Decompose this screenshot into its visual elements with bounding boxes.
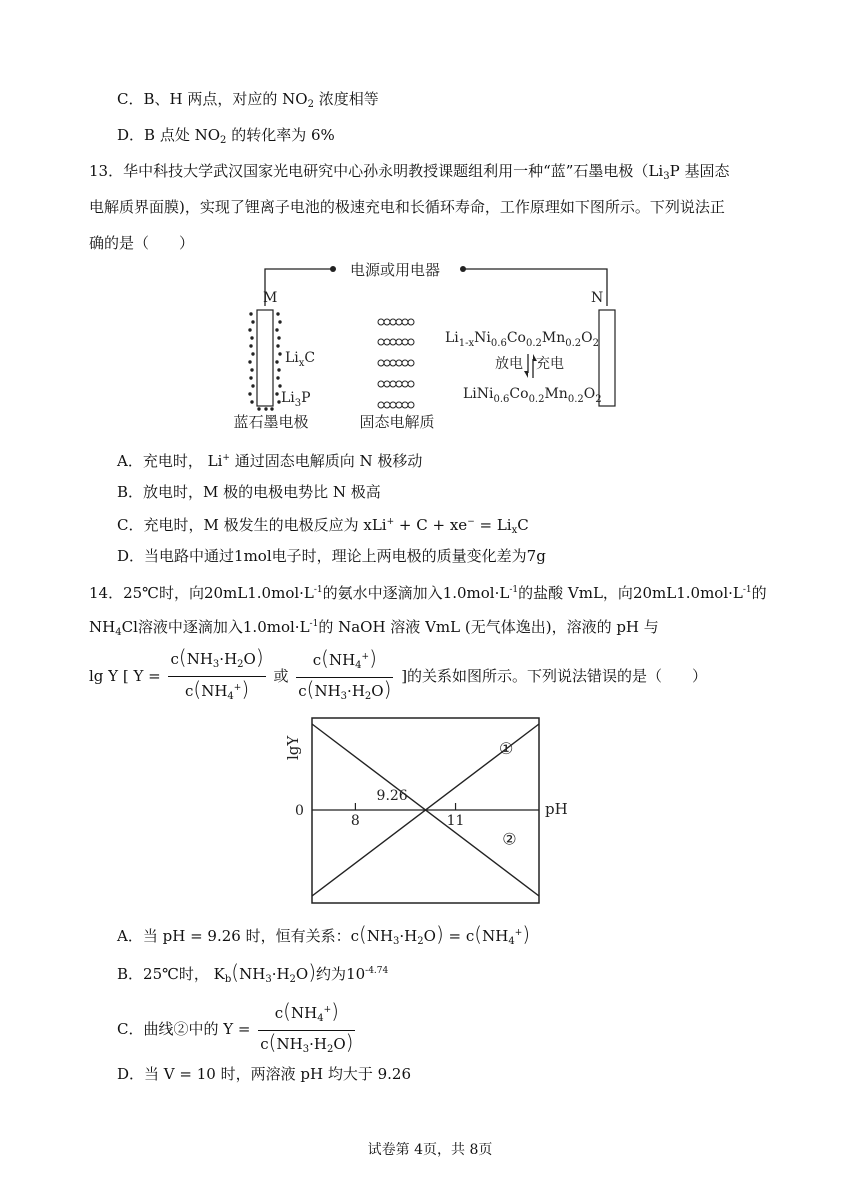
q14-stem-line3: lg Y [ Y = $\frac{c(NH_3\cdot H_2O)}{c(NH_4^+)}$ 或 $\frac{c(NH_4^+)}{c(NH_3\cdot H_2O)}$ ]的关系如图所示。下列说法错误的是（ ） (89, 645, 708, 702)
x-tick-label-1: 8 (350, 813, 360, 829)
q12-option-d: D．B 点处 $NO_2$ 的转化率为 6% (117, 126, 335, 146)
q13-stem-line2: 电解质界面膜)，实现了锂离子电池的极速充电和长循环寿命，工作原理如下图所示。下列说法正 (89, 198, 725, 216)
x-tick-label-2: 11 (446, 813, 465, 829)
q12-option-c: C．B、H 两点，对应的 $NO_2$ 浓度相等 (117, 90, 379, 110)
q14-option-d: D．当 V = 10 时，两溶液 pH 均大于 9.26 (117, 1065, 412, 1083)
q13-stem-line1: 13．华中科技大学武汉国家光电研究中心孙永明教授课题组利用一种“蓝”石墨电极（$Li_3P$ 基固态 (89, 162, 730, 182)
q13-option-a: A．充电时， Li+ 通过固态电解质向 N 极移动 (117, 452, 423, 470)
charge-label: 充电 (536, 356, 564, 372)
electrode-n-label: N (591, 290, 604, 306)
battery-diagram-svg (225, 258, 645, 436)
left-caption: 蓝石墨电极 (233, 413, 309, 431)
chart-svg (280, 710, 580, 910)
discharge-label: 放电 (495, 356, 523, 372)
electrode-m (257, 310, 273, 406)
electrolyte-particles (378, 319, 414, 408)
lgy-ph-chart (280, 710, 580, 910)
q14-option-a: A．当 pH = 9.26 时，恒有关系：$c(NH_3\cdot H_2O) = c(NH_4^+)$ (117, 922, 531, 947)
x-axis-label: pH (545, 800, 568, 818)
q14-stem-line1: 14．25℃时，向$20mL1.0mol\cdot L^{-1}$的氨水中逐滴加入$1.0mol\cdot L^{-1}$的盐酸 VmL，向$20mL1.0mol\cdot L^{-1}$的 (89, 584, 767, 602)
y-axis-label: lgY (284, 735, 302, 760)
q14-option-b: B．25℃时， $K_b(NH_3\cdot H_2O)$约为$10^{-4.74}$ (117, 960, 389, 985)
q13-option-d: D．当电路中通过1mol电子时，理论上两电极的质量变化差为7g (117, 547, 546, 565)
lixc-label: $Li_xC$ (285, 350, 316, 369)
power-label: 电源或用电器 (349, 261, 441, 279)
q13-option-c: C．充电时，M 极发生的电极反应为 $xLi^+ + C + xe^- = Li_xC$ (117, 516, 529, 536)
top-formula: $Li_{1-x}Ni_{0.6}Co_{0.2}Mn_{0.2}O_2$ (445, 330, 599, 349)
electrode-n (599, 310, 615, 406)
middle-caption: 固态电解质 (359, 413, 435, 431)
electrode-m-label: M (263, 290, 278, 306)
q14-option-c: C．曲线②中的 Y = $\frac{c(NH_4^+)}{c(NH_3\cdot H_2O)}$ (117, 999, 354, 1055)
li3p-label: $Li_3P$ (281, 390, 311, 409)
intersection-label: 9.26 (376, 788, 408, 804)
series-label-2: ② (502, 829, 517, 849)
q13-stem-line3: 确的是（ ） (89, 234, 195, 252)
bottom-formula: $LiNi_{0.6}Co_{0.2}Mn_{0.2}O_2$ (463, 386, 602, 405)
q14-stem-line2: $NH_4Cl$溶液中逐滴加入$1.0mol\cdot L^{-1}$的 NaOH 溶液 VmL (无气体逸出)，溶液的 pH 与 (89, 618, 659, 638)
y-zero-label: 0 (295, 803, 304, 819)
series-label-1: ① (498, 739, 514, 759)
page-footer: 试卷第 4页，共 8页 (367, 1142, 493, 1158)
battery-diagram (225, 258, 645, 436)
q13-option-b: B．放电时，M 极的电极电势比 N 极高 (117, 483, 381, 501)
